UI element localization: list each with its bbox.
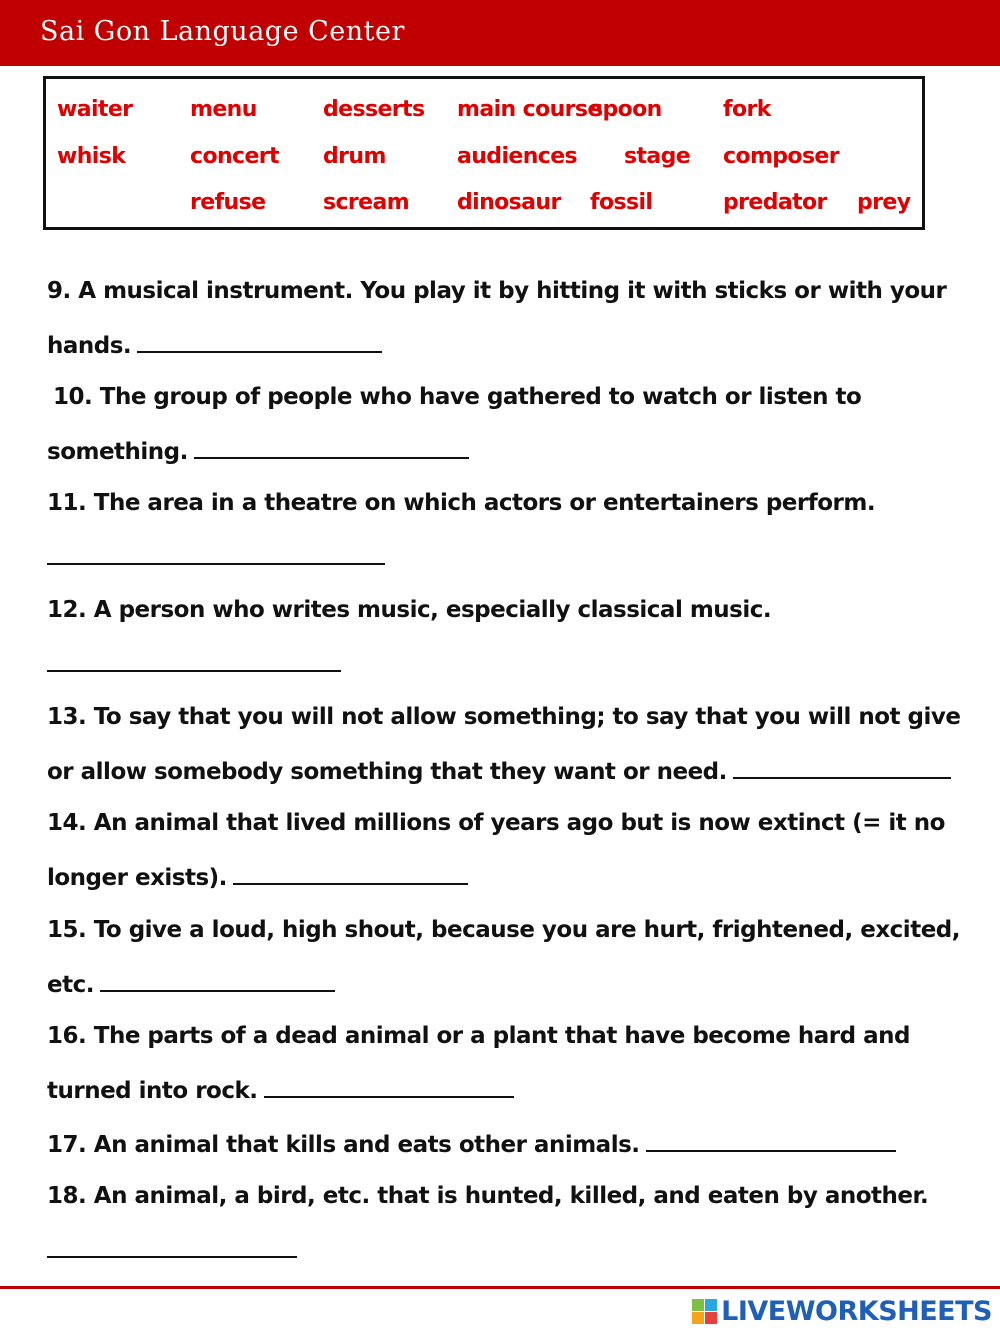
question-13 [47,704,960,730]
question-12-answer-line [47,650,341,678]
answer-blank-13[interactable] [733,757,951,779]
question-text: longer exists). [47,865,227,891]
question-17 [47,1130,896,1158]
word-bank-item: waiter [57,97,133,122]
word-bank-item: drum [323,144,386,169]
question-number: 13. [47,704,87,730]
word-bank-item: refuse [190,190,266,215]
question-text: turned into rock. [47,1078,258,1104]
footer-divider [0,1286,1000,1289]
question-text: A person who writes music, especially classical music. [93,597,772,623]
question-number: 14. [47,810,87,836]
word-bank-item: fork [723,97,771,122]
question-text: etc. [47,972,94,998]
answer-blank-15[interactable] [100,970,335,992]
liveworksheets-logo [692,1296,992,1327]
word-bank-item: scream [323,190,410,215]
question-text: The area in a theatre on which actors or entertainers perform. [93,490,876,516]
question-number: 15. [47,917,87,943]
question-text: something. [47,439,188,465]
question-number: 12. [47,597,87,623]
question-text: To give a loud, high shout, because you are hurt, frightened, excited, [93,917,960,943]
answer-blank-18[interactable] [47,1236,297,1258]
question-text: An animal, a bird, etc. that is hunted, killed, and eaten by another. [93,1183,929,1209]
question-text: or allow somebody something that they want or need. [47,759,727,785]
word-bank-item: spoon [590,97,662,122]
word-bank-item: menu [190,97,257,122]
question-text: A musical instrument. You play it by hitting it with sticks or with your [78,278,947,304]
question-10 [53,384,861,410]
question-15 [47,917,960,943]
question-18 [47,1183,928,1209]
question-14-continued [47,863,468,891]
question-15-continued [47,970,335,998]
question-text: hands. [47,333,132,359]
question-number: 11. [47,490,87,516]
word-bank-item: fossil [590,190,653,215]
answer-blank-9[interactable] [137,331,382,353]
question-text: The group of people who have gathered to watch or listen to [99,384,862,410]
word-bank-item: audiences [457,144,578,169]
question-text: The parts of a dead animal or a plant that have become hard and [93,1023,910,1049]
word-bank-item: whisk [57,144,126,169]
question-9-continued [47,331,382,359]
question-11 [47,490,875,516]
question-16-continued [47,1076,514,1104]
question-number: 18. [47,1183,87,1209]
question-number: 9. [47,278,71,304]
header-title: Sai Gon Language Center [40,16,405,47]
word-bank-item: predator [723,190,827,215]
question-18-answer-line [47,1236,297,1264]
answer-blank-16[interactable] [264,1076,514,1098]
word-bank-item: stage [624,144,691,169]
word-bank-item: concert [190,144,279,169]
question-11-answer-line [47,543,385,571]
question-16 [47,1023,910,1049]
header-bar [0,0,1000,66]
word-bank-item: dinosaur [457,190,561,215]
question-13-continued [47,757,951,785]
answer-blank-14[interactable] [233,863,468,885]
answer-blank-11[interactable] [47,543,385,565]
question-text: An animal that kills and eats other animals. [93,1132,640,1158]
word-bank-item: main course [457,97,602,122]
question-text: An animal that lived millions of years ago but is now extinct (= it no [93,810,945,836]
question-number: 16. [47,1023,87,1049]
word-bank-item: desserts [323,97,425,122]
question-number: 10. [53,384,93,410]
word-bank-item: composer [723,144,840,169]
question-12 [47,597,771,623]
liveworksheets-logo-icon [692,1299,717,1324]
question-number: 17. [47,1132,87,1158]
brand-name: LIVEWORKSHEETS [721,1296,992,1327]
question-10-continued [47,437,469,465]
answer-blank-17[interactable] [646,1130,896,1152]
word-bank-item: prey [857,190,911,215]
question-text: To say that you will not allow something; to say that you will not give [93,704,961,730]
answer-blank-10[interactable] [194,437,469,459]
answer-blank-12[interactable] [47,650,341,672]
question-9 [47,278,946,304]
question-14 [47,810,945,836]
